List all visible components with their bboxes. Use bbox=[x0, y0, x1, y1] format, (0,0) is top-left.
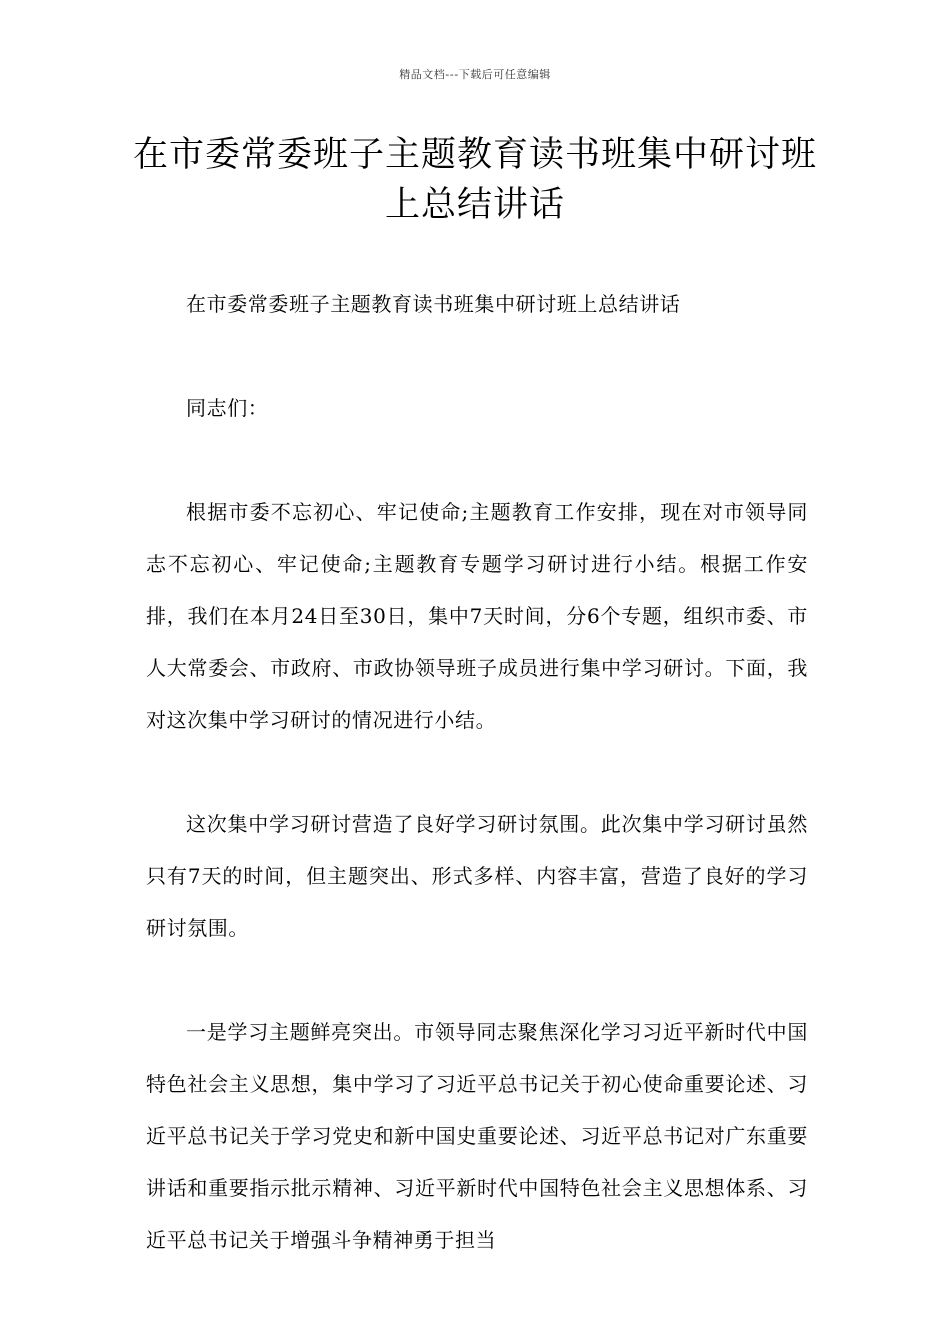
salutation-paragraph: 同志们： bbox=[186, 396, 269, 420]
subtitle-paragraph: 在市委常委班子主题教育读书班集中研讨班上总结讲话 bbox=[186, 292, 681, 316]
intro-paragraph: 根据市委不忘初心、牢记使命;主题教育工作安排，现在对市领导同志不忘初心、牢记使命;主题教育专题学习研讨进行小结。根据工作安排，我们在本月24日至30日，集中7天时间，分6个专题，组织市委、市人大常委会、市政府、市政协领导班子成员进行集中学习研讨。下面，我对这次集中学习研讨的情况进行小结。 bbox=[146, 500, 808, 732]
document-title: 在市委常委班子主题教育读书班集中研讨班上总结讲话 bbox=[132, 135, 817, 225]
page-header: 精品文档---下载后可任意编辑 bbox=[399, 68, 551, 81]
theme-paragraph: 一是学习主题鲜亮突出。市领导同志聚焦深化学习习近平新时代中国特色社会主义思想，集中学习了习近平总书记关于初心使命重要论述、习近平总书记关于学习党史和新中国史重要论述、习近平总书记对广东重要讲话和重要指示批示精神、习近平新时代中国特色社会主义思想体系、习近平总书记关于增强斗争精神勇于担当 bbox=[146, 1020, 808, 1252]
document-body bbox=[146, 278, 808, 1318]
atmosphere-paragraph: 这次集中学习研讨营造了良好学习研讨氛围。此次集中学习研讨虽然只有7天的时间，但主题突出、形式多样、内容丰富，营造了良好的学习研讨氛围。 bbox=[146, 812, 808, 940]
